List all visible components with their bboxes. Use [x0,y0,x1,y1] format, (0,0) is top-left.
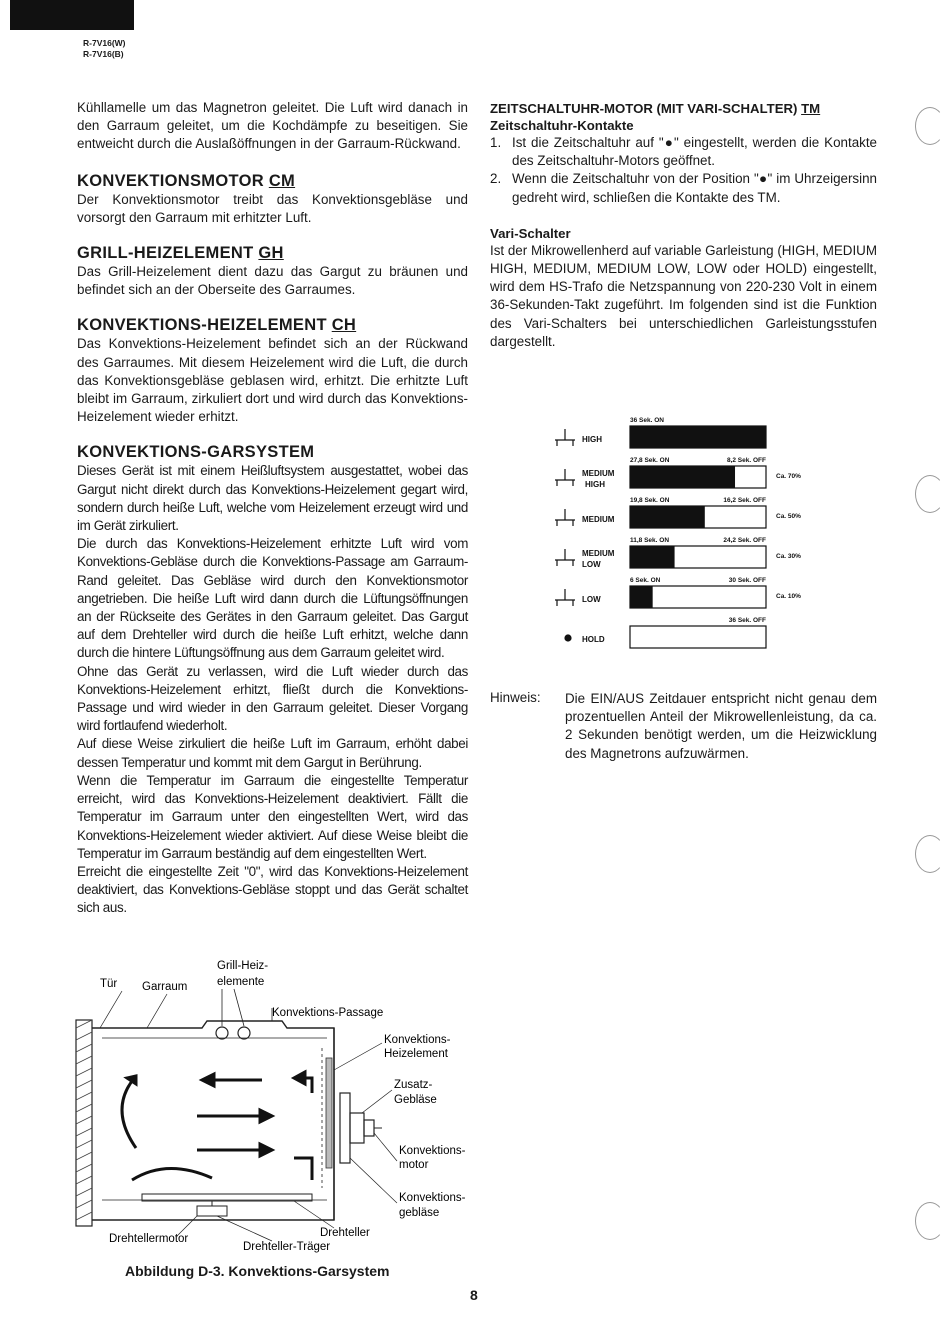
label-motor-1: Konvektions- [399,1145,466,1157]
power-level-label: MEDIUM [582,549,615,558]
label-grill-heiz-2: elemente [217,976,265,988]
power-percent-label: Ca. 30% [776,553,801,560]
section-paragraph: Die durch das Konvektions-Heizelement erhitzte Luft wird vom Konvektions-Gebläse durch die Konvektions-Passage am Garraum-Rand geleitet. Das Gebläse wird durch den Konvektionsmotor angetrieben. Die heiße Luft wird dann durch die Lüftungsöffnungen an der Rückseite des Gerätes in den Garraum geleitet. Das Gargut auf dem Drehteller wird durch die heiße Luft erhitzt, welche dann durch die hintere Lüftungsöffnung aus dem Garraum geleitet wird. [77,536,468,661]
timer-heading-text: ZEITSCHALTUHR-MOTOR (MIT VARI-SCHALTER) [490,101,798,116]
section-heading [77,442,468,462]
list-item [490,134,877,170]
door-shape [76,1020,92,1226]
contacts-list [490,134,877,207]
section-title: KONVEKTIONS-GARSYSTEM [77,443,315,462]
hold-dot-icon [564,634,571,641]
off-duration-label: 16,2 Sek. OFF [723,497,766,504]
grill-heating-elements [216,989,250,1039]
right-column [490,100,877,351]
power-setting-symbol-icon [555,469,575,486]
binder-hole-mark [915,475,945,513]
on-duration-label: 36 Sek. ON [630,417,664,424]
section-heading [77,171,468,191]
section-paragraph: Der Konvektionsmotor treibt das Konvektionsgebläse und vorsorgt den Garraum mit erhitzter Luft. [77,191,468,225]
section-title: KONVEKTIONSMOTOR [77,171,264,190]
left-column [77,99,468,918]
component-code: CM [268,171,296,190]
page-number: 8 [470,1287,478,1303]
on-duration-bar [630,506,705,528]
section-heading [77,243,468,263]
convection-passage [272,1008,334,1220]
power-level-label: HIGH [582,435,602,444]
on-duration-label: 6 Sek. ON [630,577,661,584]
list-number: 1. [490,135,502,150]
section-konvektions-heizelement [77,315,468,426]
power-level-label: LOW [582,560,601,569]
power-percent-label: Ca. 10% [776,593,801,600]
section-heading [77,315,468,335]
cavity-shape [92,1021,334,1220]
model-number-2: R-7V16(B) [83,49,124,59]
vari-switch-chart-svg [545,408,815,658]
section-konvektions-garsystem [77,442,468,917]
on-duration-bar [630,586,653,608]
list-number: 2. [490,171,502,187]
binder-hole-mark [915,107,945,145]
section-paragraph: Das Konvektions-Heizelement befindet sich an der Rückwand des Garraumes. Mit diesem Heizelement wird die Luft, die durch das Konvektionsgebläse geblasen wird, erhitzt. Die erhitzte Luft bleibt im Garraum, zirkuliert dort und wird durch das Konvektions-Heizelement wieder erhitzt. [77,336,468,425]
list-text: Wenn die Zeitschaltuhr von der Position "●" im Uhrzeigersinn gedreht wird, schließen die Kontakte des TM. [512,171,877,205]
off-duration-label: 36 Sek. OFF [728,617,766,624]
component-code: GH [258,244,284,263]
on-duration-label: 19,8 Sek. ON [630,497,670,504]
power-percent-label: Ca. 70% [776,473,801,480]
label-drehteller: Drehteller [320,1227,370,1239]
section-paragraph: Wenn die Temperatur im Garraum die eingestellte Temperatur erreicht, wird das Konvektions-Heizelement deaktiviert. Fällt die Temperatur im Garraum unter den eingestellten Wert, wird das Konvektions-Heizelement wieder aktiviert. Auf diese Weise bleibt die Temperatur im Garraum beständig auf dem eingestellten Wert. [77,772,468,861]
power-level-label: LOW [582,595,601,604]
label-geblaese-2: gebläse [399,1207,440,1219]
list-text: Ist die Zeitschaltuhr auf "●" eingestellt, werden die Kontakte des Zeitschaltuhr-Motors geöffnet. [512,135,877,169]
label-drehtellermotor: Drehtellermotor [109,1233,189,1245]
vari-switch-chart [545,408,815,658]
label-zusatz-2: Gebläse [394,1094,437,1106]
label-zusatz-1: Zusatz- [394,1079,433,1091]
timer-heading [490,100,877,117]
power-level-label: HOLD [582,635,605,644]
fan-and-motor [340,1093,382,1163]
figure-caption: Abbildung D-3. Konvektions-Garsystem [125,1263,390,1279]
label-passage: Konvektions-Passage [272,1007,384,1019]
convection-system-diagram [72,958,492,1258]
on-duration-bar [630,466,735,488]
cycle-bar-outline [630,626,766,648]
binder-hole-mark [915,835,945,873]
component-code: CH [331,316,357,335]
intro-paragraph: Kühllamelle um das Magnetron geleitet. Die Luft wird danach in den Garraum geleitet, um die Kochdämpfe zu beseitigen. Sie entweicht durch die Auslaßöffnungen in der Garraum-Rückwand. [77,100,468,152]
power-level-label: HIGH [585,480,605,489]
power-setting-symbol-icon [555,589,575,606]
on-duration-bar [630,426,766,448]
power-level-label: MEDIUM [582,515,615,524]
model-number-1: R-7V16(W) [83,38,126,48]
section-paragraph: Ohne das Gerät zu verlassen, wird die Luft wieder durch das Konvektions-Heizelement erhitzt, fließt durch die Konvektions-Passage und wird wieder in den Garraum geleitet. Dieser Vorgang wird fortlaufend wiederholt. [77,663,468,734]
binder-hole-mark [915,1202,945,1240]
section-paragraph: Dieses Gerät ist mit einem Heißluftsystem ausgestattet, wobei das Gargut nicht direkt durch das Konvektions-Heizelement gegart wird, sondern durch heiße Luft, welche vom Heizelement erzeugt wird und im Gerät zirkuliert. [77,463,468,534]
label-garraum: Garraum [142,981,188,993]
section-paragraph: Auf diese Weise zirkuliert die heiße Luft im Garraum, erhöht dabei dessen Temperatur und kommt mit dem Gargut in Berührung. [77,736,468,770]
airflow-arrows [122,1072,312,1180]
power-setting-symbol-icon [555,509,575,526]
label-heizelement-1: Konvektions- [384,1034,451,1046]
on-duration-label: 27,8 Sek. ON [630,457,670,464]
off-duration-label: 24,2 Sek. OFF [723,537,766,544]
label-motor-2: motor [399,1159,429,1171]
on-duration-label: 11,8 Sek. ON [630,537,670,544]
section-paragraph: Das Grill-Heizelement dient dazu das Gargut zu bräunen und befindet sich an der Oberseite des Garraumes. [77,264,468,298]
label-geblaese-1: Konvektions- [399,1192,466,1204]
section-grill-heizelement [77,243,468,299]
power-setting-symbol-icon [555,549,575,566]
hint-text: Die EIN/AUS Zeitdauer entspricht nicht genau dem prozentuellen Anteil der Mikrowellenleistung, da ca. 2 Sekunden benötigt werden, um die Heizwicklung des Magnetrons aufzuwärmen. [565,691,877,761]
convection-system-figure [72,958,492,1258]
label-heizelement-2: Heizelement [384,1048,448,1060]
power-setting-symbol-icon [555,429,575,446]
list-item [490,170,877,206]
section-paragraph: Erreicht die eingestellte Zeit "0", wird das Konvektions-Heizelement deaktiviert, das Konvektions-Gebläse stoppt und das Gerät schaltet sich aus. [77,863,468,916]
header-black-bar [10,0,134,30]
vari-paragraph: Ist der Mikrowellenherd auf variable Garleistung (HIGH, MEDIUM HIGH, MEDIUM, MEDIUM LOW, LOW oder HOLD) eingestellt, wird dem HS-Trafo die Netzspannung von 220-230 Volt in einem 36-Sekunden-Takt zugeführt. Im folgenden sind ist die Funktion des Vari-Schalters bei unterschiedlichen Garleistungsstufen dargestellt. [490,242,877,349]
label-drehteller-traeger: Drehteller-Träger [243,1241,331,1253]
power-percent-label: Ca. 50% [776,513,801,520]
contacts-heading: Zeitschaltuhr-Kontakte [490,118,634,133]
section-konvektionsmotor [77,171,468,227]
label-tuer: Tür [100,978,118,990]
hint-label: Hinweis: [490,690,541,705]
power-level-label: MEDIUM [582,469,615,478]
section-title: KONVEKTIONS-HEIZELEMENT [77,316,327,335]
off-duration-label: 30 Sek. OFF [728,577,766,584]
label-grill-heiz-1: Grill-Heiz- [217,960,269,972]
off-duration-label: 8,2 Sek. OFF [726,457,766,464]
on-duration-bar [630,546,675,568]
vari-heading: Vari-Schalter [490,225,571,241]
component-code: TM [801,101,821,116]
section-title: GRILL-HEIZELEMENT [77,244,254,263]
